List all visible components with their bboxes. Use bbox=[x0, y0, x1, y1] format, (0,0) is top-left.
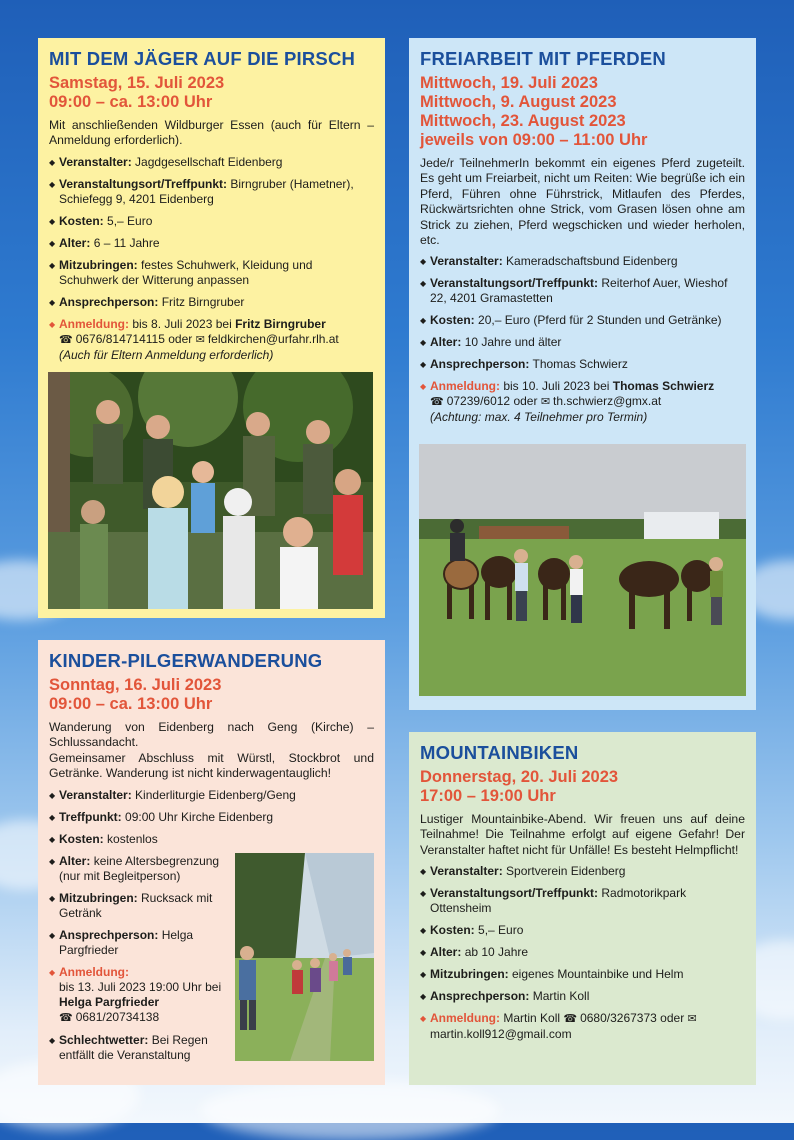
event-box-pilgerwanderung bbox=[38, 640, 385, 1085]
info-alter: ◆ Alter: keine Altersbegrenzung (nur mit Begleitperson) bbox=[49, 854, 239, 884]
info-alter: ◆ Alter: ab 10 Jahre bbox=[420, 945, 745, 960]
phone-icon: ☎ bbox=[59, 1011, 73, 1024]
event-description: Wanderung von Eidenberg nach Geng (Kirche) – Schlussandacht. bbox=[49, 720, 374, 750]
info-anmeldung: ◆ Anmeldung: bis 13. Juli 2023 19:00 Uhr bei Helga Pargfrieder ☎ 0681/20734138 bbox=[49, 965, 239, 1026]
event-time: 09:00 – ca. 13:00 Uhr bbox=[49, 93, 213, 111]
info-ansprechperson: ◆ Ansprechperson: Helga Pargfrieder bbox=[49, 928, 239, 958]
info-veranstalter: ◆ Veranstalter: Jagdgesellschaft Eidenberg bbox=[49, 155, 374, 170]
info-ansprechperson: ◆ Ansprechperson: Martin Koll bbox=[420, 989, 745, 1004]
event-title: MIT DEM JÄGER AUF DIE PIRSCH bbox=[49, 48, 356, 69]
event-description: Mit anschließenden Wildburger Essen (auch für Eltern – Anmeldung erforderlich). bbox=[49, 118, 374, 148]
event-description-2: Gemeinsamer Abschluss mit Würstl, Stockbrot und Getränke. Wanderung ist nicht kinderwagentauglich! bbox=[49, 750, 374, 781]
event-time: 09:00 – ca. 13:00 Uhr bbox=[49, 695, 213, 713]
event-date: Sonntag, 16. Juli 2023 bbox=[49, 676, 222, 694]
info-anmeldung: ◆ Anmeldung: bis 10. Juli 2023 bei Thomas Schwierz ☎ 07239/6012 oder ✉ th.schwierz@gmx.at (Achtung: max. 4 Teilnehmer pro Termin) bbox=[420, 379, 745, 425]
event-info-list bbox=[49, 155, 374, 363]
email-link[interactable]: feldkirchen@urfahr.rlh.at bbox=[207, 331, 339, 346]
info-ansprechperson: ◆ Ansprechperson: Thomas Schwierz bbox=[420, 357, 745, 372]
event-box-pferde bbox=[409, 38, 756, 710]
event-date: Mittwoch, 19. Juli 2023 bbox=[420, 74, 598, 92]
info-ort: ◆ Veranstaltungsort/Treffpunkt: Reiterhof Auer, Wieshof 22, 4201 Gramastetten bbox=[420, 276, 745, 306]
event-description: Jede/r TeilnehmerIn bekommt ein eigenes Pferd zugeteilt. Es geht um Freiarbeit, nicht um Reiten: Wie begrüße ich ein Pferd, Führen ohne Führstrick, Mitlaufen des Pferdes, Rückwärtsrichten ohne Strick, vom Grasen lösen ohne am Strick zu ziehen, Pferd wegschicken und wieder herholen, etc. bbox=[420, 156, 745, 248]
event-title: KINDER-PILGERWANDERUNG bbox=[49, 650, 323, 671]
mail-icon: ✉ bbox=[195, 333, 205, 346]
event-description: Lustiger Mountainbike-Abend. Wir freuen uns auf deine Teilnahme! Die Teilnahme erfolgt auf eigene Gefahr! Der Veranstalter haftet nicht für Unfälle! Es besteht Helmpflicht! bbox=[420, 812, 745, 857]
info-kosten: ◆ Kosten: kostenlos bbox=[49, 832, 374, 847]
phone-number: 0681/20734138 bbox=[75, 1009, 160, 1024]
event-date: Donnerstag, 20. Juli 2023 bbox=[420, 768, 619, 786]
info-treffpunkt: ◆ Treffpunkt: 09:00 Uhr Kirche Eidenberg bbox=[49, 810, 374, 825]
info-mitbringen: ◆ Mitzubringen: festes Schuhwerk, Kleidung und Schuhwerk der Witterung anpassen bbox=[49, 258, 374, 288]
mail-icon: ✉ bbox=[687, 1013, 697, 1026]
event-title: MOUNTAINBIKEN bbox=[420, 742, 579, 763]
info-ansprechperson: ◆ Ansprechperson: Fritz Birngruber bbox=[49, 295, 374, 310]
info-schlechtwetter: ◆ Schlechtwetter: Bei Regen entfällt die Veranstaltung bbox=[49, 1033, 239, 1063]
phone-number: 0680/3267373 bbox=[580, 1011, 657, 1026]
event-info-list bbox=[420, 864, 745, 1042]
event-date: Samstag, 15. Juli 2023 bbox=[49, 74, 225, 92]
info-veranstalter: ◆ Veranstalter: Sportverein Eidenberg bbox=[420, 864, 745, 879]
phone-icon: ☎ bbox=[563, 1013, 578, 1026]
cloud-decoration bbox=[200, 1080, 500, 1140]
event-date: Mittwoch, 9. August 2023 bbox=[420, 93, 617, 111]
event-time: jeweils von 09:00 – 11:00 Uhr bbox=[420, 131, 648, 149]
phone-number: 0676/814714115 bbox=[75, 331, 165, 346]
event-date: Mittwoch, 23. August 2023 bbox=[420, 112, 626, 130]
photo-hunters-with-children bbox=[48, 372, 373, 609]
email-link[interactable]: martin.koll912@gmail.com bbox=[430, 1027, 572, 1042]
phone-icon: ☎ bbox=[430, 396, 444, 409]
info-mitbringen: ◆ Mitzubringen: Rucksack mit Getränk bbox=[49, 891, 239, 921]
info-ort: ◆ Veranstaltungsort/Treffpunkt: Birngruber (Hametner), Schiefegg 9, 4201 Eidenberg bbox=[49, 177, 374, 207]
phone-number: 07239/6012 bbox=[446, 394, 511, 409]
event-box-mountainbiken bbox=[409, 732, 756, 1085]
photo-horses-on-meadow bbox=[419, 444, 746, 696]
info-anmeldung: ◆ Anmeldung: bis 8. Juli 2023 bei Fritz Birngruber ☎ 0676/814714115 oder ✉ feldkirchen@urfahr.rlh.at (Auch für Eltern Anmeldung erforderlich) bbox=[49, 317, 374, 363]
photo-hikers-on-trail bbox=[235, 853, 374, 1061]
info-veranstalter: ◆ Veranstalter: Kinderliturgie Eidenberg/Geng bbox=[49, 788, 374, 803]
info-alter: ◆ Alter: 10 Jahre und älter bbox=[420, 335, 745, 350]
event-info-list bbox=[49, 788, 374, 847]
info-kosten: ◆ Kosten: 20,– Euro (Pferd für 2 Stunden und Getränke) bbox=[420, 313, 745, 328]
info-kosten: ◆ Kosten: 5,– Euro bbox=[420, 923, 745, 938]
info-mitbringen: ◆ Mitzubringen: eigenes Mountainbike und Helm bbox=[420, 967, 745, 982]
event-title: FREIARBEIT MIT PFERDEN bbox=[420, 48, 666, 69]
phone-icon: ☎ bbox=[59, 333, 73, 346]
info-alter: ◆ Alter: 6 – 11 Jahre bbox=[49, 236, 374, 251]
event-box-jaeger bbox=[38, 38, 385, 618]
mail-icon: ✉ bbox=[540, 396, 551, 409]
info-kosten: ◆ Kosten: 5,– Euro bbox=[49, 214, 374, 229]
info-veranstalter: ◆ Veranstalter: Kameradschaftsbund Eidenberg bbox=[420, 254, 745, 269]
info-anmeldung: ◆ Anmeldung: Martin Koll ☎ 0680/3267373 oder ✉martin.koll912@gmail.com bbox=[420, 1011, 745, 1042]
event-time: 17:00 – 19:00 Uhr bbox=[420, 787, 556, 805]
event-info-list bbox=[420, 254, 745, 425]
email-link[interactable]: th.schwierz@gmx.at bbox=[553, 394, 662, 409]
info-ort: ◆ Veranstaltungsort/Treffpunkt: Radmotorikpark Ottensheim bbox=[420, 886, 745, 916]
